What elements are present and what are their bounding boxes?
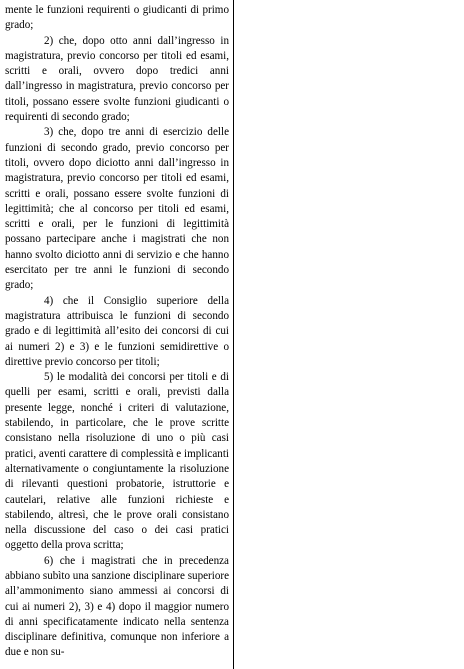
paragraph-item-5: 5) le modalità dei concorsi per titoli e di quelli per esami, scritti e orali, previsti dalla presente legge, nonché i criteri di valutazione, stabilendo, in particolare, che le prove scritte consistano nella risoluzione di uno o più casi pratici, aventi carattere di complessità e implicanti alternativamente o congiuntamente la risoluzione di rilevanti questioni probatorie, istruttorie e cautelari, relative alle funzioni richieste e stabilendo, altresì, che le prove orali consistano nella discussione del caso o dei casi pratici oggetto della prova scritta; (5, 371, 229, 552)
paragraph-item-2: 2) che, dopo otto anni dall’ingresso in magistratura, previo concorso per titoli ed esami, scritti e orali, ovvero dopo tredici anni dall’ingresso in magistratura, previo concorso per titoli, possano essere svolte funzioni giudicanti o requirenti di secondo grado; (5, 34, 229, 124)
paragraph-item-6: 6) che i magistrati che in precedenza abbiano subìto una sanzione disciplinare superiore all’ammonimento siano ammessi ai concorsi di cui ai numeri 2), 3) e 4) dopo il maggior numero di anni specificatamente indicato nella sentenza disciplinare definitiva, comunque non inferiore a due e non su- (5, 554, 229, 659)
text-column (5, 0, 234, 669)
paragraph-item-3: 3) che, dopo tre anni di esercizio delle funzioni di secondo grado, previo concorso per titoli, ovvero dopo diciotto anni dall’ingresso in magistratura, previo concorso per titoli ed esami, scritti e orali, possano essere svolte funzioni di legittimità; che al concorso per titoli ed esami, scritti e orali, per le funzioni di legittimità possano partecipare anche i magistrati che non hanno svolto diciotto anni di servizio e che hanno esercitato per tre anni le funzioni di secondo grado; (5, 126, 229, 292)
paragraph-item-4: 4) che il Consiglio superiore della magistratura attribuisca le funzioni di secondo grado e di legittimità all’esito dei concorsi di cui ai numeri 2) e 3) e le funzioni semidirettive o direttive previo concorso per titoli; (5, 294, 229, 368)
paragraph-continuation: mente le funzioni requirenti o giudicanti di primo grado; (5, 4, 229, 32)
